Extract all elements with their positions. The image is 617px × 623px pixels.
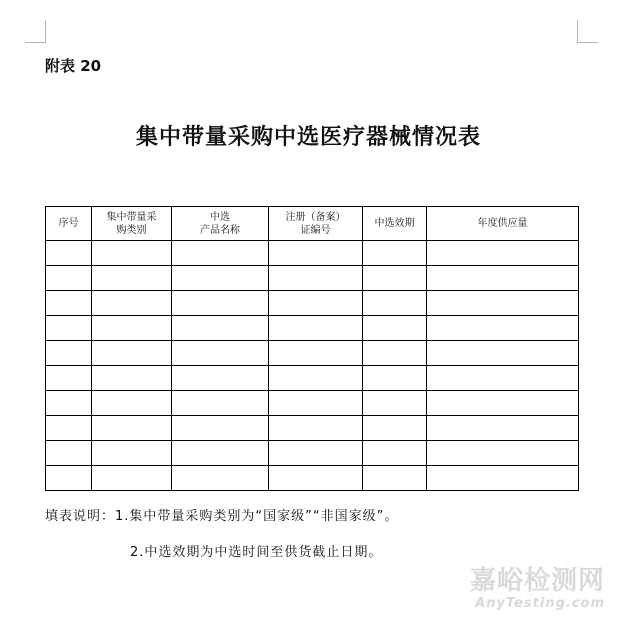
table-cell[interactable]	[269, 366, 363, 391]
table-cell[interactable]	[427, 241, 579, 266]
watermark-text-cn: 嘉峪检测网	[469, 566, 605, 596]
table-cell[interactable]	[46, 366, 92, 391]
table-row	[46, 266, 579, 291]
table-header-row	[46, 207, 579, 241]
instructions-line-2: 2.中选效期为中选时间至供货截止日期。	[130, 545, 383, 560]
instructions-line-1: 填表说明：1.集中带量采购类别为“国家级”“非国家级”。	[45, 509, 399, 524]
table-cell[interactable]	[427, 391, 579, 416]
table-cell[interactable]	[172, 391, 269, 416]
table-row	[46, 241, 579, 266]
page-title: 集中带量采购中选医疗器械情况表	[135, 125, 481, 150]
table-cell[interactable]	[269, 466, 363, 491]
table-cell[interactable]	[92, 391, 172, 416]
table-cell[interactable]	[427, 341, 579, 366]
header-validity-period: 中选效期	[363, 207, 427, 241]
header-procurement-category: 集中带量采 购类别	[92, 207, 172, 241]
table-cell[interactable]	[172, 316, 269, 341]
table-cell[interactable]	[92, 316, 172, 341]
page-corner-mark-left	[25, 20, 46, 43]
table-cell[interactable]	[46, 416, 92, 441]
table-cell[interactable]	[363, 366, 427, 391]
table-cell[interactable]	[363, 291, 427, 316]
table-cell[interactable]	[92, 291, 172, 316]
table-cell[interactable]	[92, 441, 172, 466]
header-registration-number: 注册（备案） 证编号	[269, 207, 363, 241]
header-annual-supply: 年度供应量	[427, 207, 579, 241]
header-serial-number: 序号	[46, 207, 92, 241]
table-cell[interactable]	[427, 366, 579, 391]
table-cell[interactable]	[46, 391, 92, 416]
table-cell[interactable]	[46, 466, 92, 491]
table-cell[interactable]	[172, 441, 269, 466]
page-corner-mark-right	[577, 20, 598, 43]
table-cell[interactable]	[269, 416, 363, 441]
table-cell[interactable]	[363, 341, 427, 366]
appendix-label: 附表 20	[45, 57, 102, 75]
table-cell[interactable]	[92, 241, 172, 266]
table-cell[interactable]	[46, 316, 92, 341]
watermark-text-en: AnyTesting.com	[475, 596, 605, 611]
table-row	[46, 366, 579, 391]
table-cell[interactable]	[172, 416, 269, 441]
table-cell[interactable]	[363, 391, 427, 416]
table-cell[interactable]	[46, 266, 92, 291]
table-cell[interactable]	[92, 466, 172, 491]
table-cell[interactable]	[46, 241, 92, 266]
table-cell[interactable]	[92, 341, 172, 366]
table-cell[interactable]	[172, 291, 269, 316]
table-cell[interactable]	[427, 416, 579, 441]
table-row	[46, 316, 579, 341]
table-cell[interactable]	[363, 241, 427, 266]
table-cell[interactable]	[172, 266, 269, 291]
table-cell[interactable]	[92, 266, 172, 291]
table-cell[interactable]	[269, 266, 363, 291]
table-cell[interactable]	[269, 341, 363, 366]
table-cell[interactable]	[363, 441, 427, 466]
table-cell[interactable]	[363, 416, 427, 441]
table-cell[interactable]	[92, 416, 172, 441]
table-cell[interactable]	[269, 241, 363, 266]
watermark-logo	[470, 566, 605, 612]
header-product-name: 中选 产品名称	[172, 207, 269, 241]
table-cell[interactable]	[46, 341, 92, 366]
table-cell[interactable]	[363, 466, 427, 491]
table-cell[interactable]	[363, 266, 427, 291]
table-cell[interactable]	[269, 391, 363, 416]
form-table	[45, 206, 579, 491]
table-cell[interactable]	[46, 441, 92, 466]
table-row	[46, 341, 579, 366]
table-cell[interactable]	[172, 241, 269, 266]
table-cell[interactable]	[427, 441, 579, 466]
table-row	[46, 291, 579, 316]
table-cell[interactable]	[92, 366, 172, 391]
table-cell[interactable]	[269, 291, 363, 316]
table-cell[interactable]	[269, 316, 363, 341]
table-row	[46, 416, 579, 441]
table-row	[46, 441, 579, 466]
table-cell[interactable]	[46, 291, 92, 316]
table-cell[interactable]	[427, 291, 579, 316]
table-cell[interactable]	[269, 441, 363, 466]
table-row	[46, 391, 579, 416]
table-cell[interactable]	[427, 266, 579, 291]
table-cell[interactable]	[172, 466, 269, 491]
table-row	[46, 466, 579, 491]
table-cell[interactable]	[363, 316, 427, 341]
table-cell[interactable]	[427, 466, 579, 491]
table-cell[interactable]	[172, 366, 269, 391]
table-cell[interactable]	[172, 341, 269, 366]
table-cell[interactable]	[427, 316, 579, 341]
